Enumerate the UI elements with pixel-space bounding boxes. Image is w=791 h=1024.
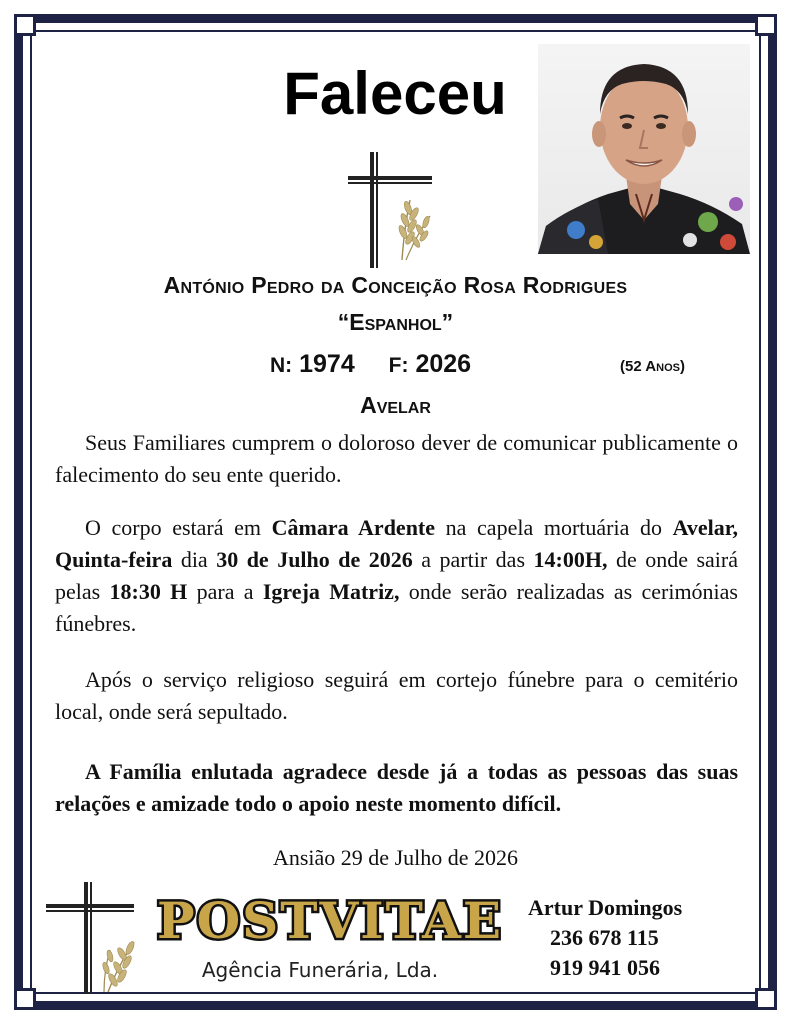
birth-year: 1974 xyxy=(299,350,355,378)
life-dates xyxy=(270,347,471,383)
phone-landline[interactable]: 236 678 115 xyxy=(550,925,659,950)
cross-with-wheat-icon xyxy=(44,880,144,995)
contact-block xyxy=(528,893,738,983)
headline: Faleceu xyxy=(283,60,507,127)
brand-name: POSTVITAE xyxy=(156,891,504,950)
emphasis-departure-time: 18:30 H xyxy=(109,579,188,604)
text-segment: O corpo estará em xyxy=(85,515,272,540)
hometown: Avelar xyxy=(360,392,431,418)
emphasis-place-day: Avelar, Quinta-feira xyxy=(55,515,738,572)
text-segment: de onde sairá pelas xyxy=(55,547,738,604)
birth-label: N: xyxy=(270,354,293,377)
phone-mobile[interactable]: 919 941 056 xyxy=(550,955,660,980)
emphasis-date: 30 de Julho de 2026 xyxy=(216,547,413,572)
burial-paragraph: Após o serviço religioso seguirá em cortejo fúnebre para o cemitério local, onde será sepultado. xyxy=(55,667,738,724)
deceased-name: António Pedro da Conceição Rosa Rodrigues xyxy=(163,272,628,298)
corner-ornament xyxy=(14,14,36,36)
deceased-portrait xyxy=(538,44,750,254)
emphasis-start-time: 14:00H, xyxy=(533,547,608,572)
contact-name: Artur Domingos xyxy=(528,895,683,920)
ceremony-details-paragraph xyxy=(55,512,738,640)
corner-ornament xyxy=(14,988,36,1010)
emphasis-church: Igreja Matriz, xyxy=(262,579,400,604)
text-segment: a partir das xyxy=(412,547,534,572)
cross-with-wheat-icon xyxy=(344,150,444,270)
age-note: (52 Anos) xyxy=(620,358,685,375)
announcement-paragraph: Seus Familiares cumprem o doloroso dever de comunicar publicamente o falecimento do seu ente querido. xyxy=(55,430,738,487)
death-year: 2026 xyxy=(415,350,472,378)
text-segment: onde serão realizadas as cerimónias fúnebres. xyxy=(55,579,738,636)
death-label: F: xyxy=(388,354,409,377)
text-segment: para a xyxy=(187,579,263,604)
corner-ornament xyxy=(755,14,777,36)
thanks-paragraph: A Família enlutada agradece desde já a todas as pessoas das suas relações e amizade todo o apoio neste momento difícil. xyxy=(55,759,738,816)
text-segment: dia xyxy=(172,547,217,572)
postvitae-logo xyxy=(150,888,510,950)
brand-subtitle: Agência Funerária, Lda. xyxy=(201,958,439,982)
deceased-nickname: “Espanhol” xyxy=(337,309,454,335)
corner-ornament xyxy=(755,988,777,1010)
portrait-illustration xyxy=(538,44,750,254)
place-and-date: Ansião 29 de Julho de 2026 xyxy=(272,845,519,870)
text-segment: na capela mortuária do xyxy=(435,515,673,540)
emphasis-chapel-wake: Câmara Ardente xyxy=(271,515,436,540)
